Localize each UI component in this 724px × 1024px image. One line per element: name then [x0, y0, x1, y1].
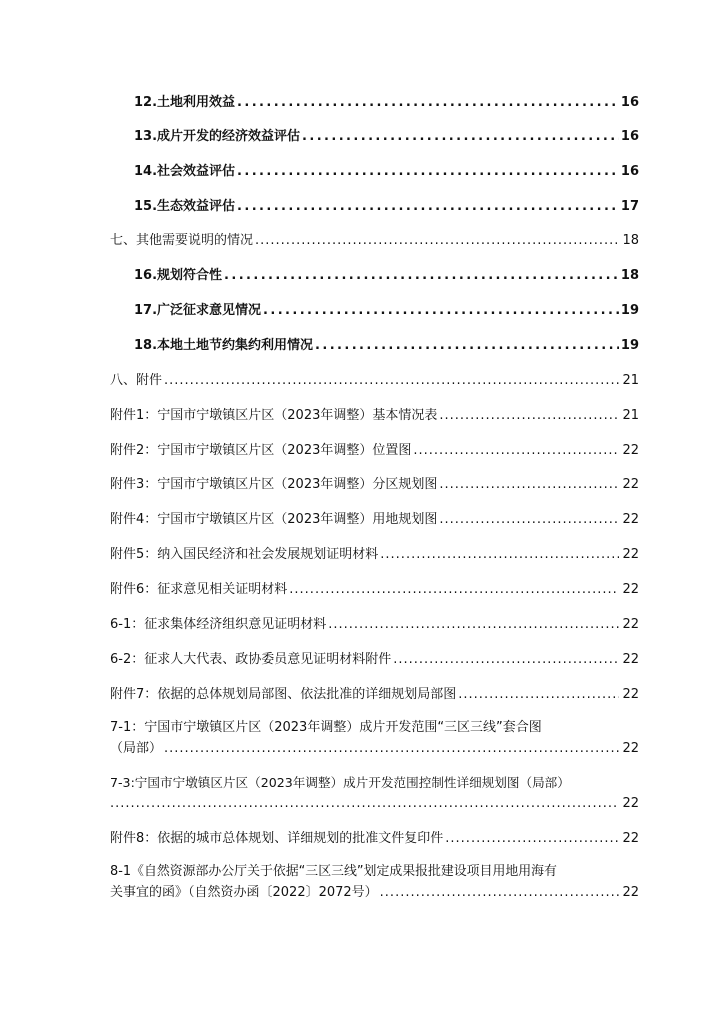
toc-entry[interactable]: [134, 129, 639, 145]
toc-entry-page: 22: [622, 582, 639, 597]
toc-entry[interactable]: [110, 652, 639, 668]
toc-entry-title-line1[interactable]: 8-1《自然资源部办公厅关于依据“三区三线”划定成果报批建设项目用地用海有: [110, 864, 557, 879]
toc-entry-title: 6-1：征求集体经济组织意见证明材料: [110, 617, 327, 632]
toc-entry-page: 22: [622, 831, 639, 846]
toc-entry-title: 16.规划符合性: [134, 268, 223, 283]
toc-entry-title-line2: 关事宜的函》（自然资办函〔2022〕2072号）: [110, 885, 378, 900]
leader-dots: [445, 831, 619, 847]
toc-entry[interactable]: [110, 617, 639, 633]
toc-entry-page: 22: [622, 617, 639, 632]
leader-dots: [263, 303, 619, 319]
toc-entry[interactable]: [110, 443, 639, 459]
toc-entry-title-line1[interactable]: 7-1：宁国市宁墩镇区片区（2023年调整）成片开发范围“三区三线”套合图: [110, 720, 542, 735]
toc-entry-page: 22: [622, 547, 639, 562]
leader-dots: [328, 617, 619, 633]
toc-entry-page: 22: [622, 477, 639, 492]
toc-entry[interactable]: [134, 303, 639, 319]
toc-entry-page: 22: [622, 687, 639, 702]
toc-entry[interactable]: [110, 408, 639, 424]
leader-dots: [458, 687, 619, 703]
leader-dots: [255, 233, 619, 249]
leader-dots: [302, 129, 619, 145]
toc-entry-page: 18: [622, 233, 639, 248]
toc-entry-title: 17.广泛征求意见情况: [134, 303, 262, 318]
toc-entry[interactable]: [134, 164, 639, 180]
toc-entry-page: 17: [620, 199, 639, 214]
toc-entry[interactable]: [110, 547, 639, 563]
toc-entry-page: 19: [620, 303, 639, 318]
toc-entry-page: 22: [622, 512, 639, 527]
toc-entry-title-line1[interactable]: 7-3:宁国市宁墩镇区片区（2023年调整）成片开发范围控制性详细规划图（局部）: [110, 775, 570, 790]
toc-entry[interactable]: [110, 885, 639, 901]
toc-entry-title: 附件7：依据的总体规划局部图、依法批准的详细规划局部图: [110, 687, 457, 702]
toc-entry-title: 12.土地利用效益: [134, 95, 236, 110]
leader-dots: [439, 477, 619, 493]
toc-entry[interactable]: [110, 687, 639, 703]
toc-entry[interactable]: [110, 831, 639, 847]
leader-dots: [164, 741, 619, 757]
toc-entry[interactable]: [110, 741, 639, 757]
leader-dots: [237, 95, 619, 111]
toc-entry[interactable]: [110, 477, 639, 493]
toc-entry-page: 22: [622, 652, 639, 667]
toc-entry-title-line2: （局部）: [110, 741, 163, 756]
leader-dots: [224, 268, 619, 284]
toc-entry[interactable]: [134, 338, 639, 354]
leader-dots: [110, 796, 619, 812]
toc-entry-title: 八、附件: [110, 373, 163, 388]
toc-entry-page: 21: [622, 408, 639, 423]
leader-dots: [413, 443, 619, 459]
toc-entry-page: 22: [622, 443, 639, 458]
leader-dots: [380, 885, 619, 901]
toc-entry-page: 22: [622, 796, 639, 811]
toc-entry[interactable]: [110, 373, 639, 389]
toc-entry-title: 附件5：纳入国民经济和社会发展规划证明材料: [110, 547, 379, 562]
toc-entry-title: 18.本地土地节约集约利用情况: [134, 338, 314, 353]
toc-entry[interactable]: [110, 796, 639, 812]
toc-entry[interactable]: [134, 95, 639, 111]
leader-dots: [237, 199, 619, 215]
toc-entry-title: 13.成片开发的经济效益评估: [134, 129, 301, 144]
leader-dots: [164, 373, 619, 389]
leader-dots: [237, 164, 619, 180]
toc-entry-title: 15.生态效益评估: [134, 199, 236, 214]
leader-dots: [439, 512, 619, 528]
toc-entry-title: 附件8：依据的城市总体规划、详细规划的批准文件复印件: [110, 831, 444, 846]
toc-entry-title: 附件4：宁国市宁墩镇区片区（2023年调整）用地规划图: [110, 512, 438, 527]
toc-entry-page: 22: [622, 885, 639, 900]
toc-entry-page: 16: [620, 129, 639, 144]
toc-entry-title: 附件1：宁国市宁墩镇区片区（2023年调整）基本情况表: [110, 408, 438, 423]
leader-dots: [380, 547, 619, 563]
toc-entry-page: 16: [620, 164, 639, 179]
toc-entry[interactable]: [110, 512, 639, 528]
toc-entry-page: 22: [622, 741, 639, 756]
toc-entry-title: 七、其他需要说明的情况: [110, 233, 254, 248]
toc-entry[interactable]: [134, 268, 639, 284]
toc-entry-page: 19: [620, 338, 639, 353]
leader-dots: [393, 652, 619, 668]
toc-entry-title: 附件2：宁国市宁墩镇区片区（2023年调整）位置图: [110, 443, 412, 458]
leader-dots: [315, 338, 619, 354]
toc-entry-title: 附件6：征求意见相关证明材料: [110, 582, 288, 597]
toc-entry[interactable]: [134, 199, 639, 215]
toc-entry-page: 18: [620, 268, 639, 283]
toc-entry[interactable]: [110, 582, 639, 598]
toc-entry-page: 21: [622, 373, 639, 388]
toc-entry-title: 14.社会效益评估: [134, 164, 236, 179]
toc-entry-title: 6-2：征求人大代表、政协委员意见证明材料附件: [110, 652, 392, 667]
toc-entry-title: 附件3：宁国市宁墩镇区片区（2023年调整）分区规划图: [110, 477, 438, 492]
toc-entry[interactable]: [110, 233, 639, 249]
leader-dots: [289, 582, 619, 598]
leader-dots: [439, 408, 619, 424]
toc-entry-page: 16: [620, 95, 639, 110]
